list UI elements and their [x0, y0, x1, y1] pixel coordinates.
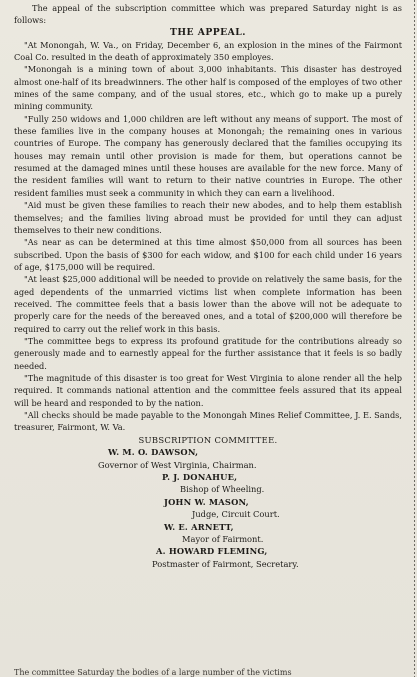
paragraph-additional: "At least $25,000 additional will be needed to provide on relatively the same basis, for the aged dependents of the unmarried victims list when complete information has been received. The committee feels that a basis lower than the above will not be adequate to properly care for the needs of the bereaved ones, and a total of $200,000 will therefore be required to carry out the relief work in this basis.	[14, 274, 402, 334]
article-column	[14, 2, 402, 570]
paragraph-town: "Monongah is a mining town of about 3,000 inhabitants. This disaster has destroyed almost one-half of its breadwinners. The other half is composed of the employes of two other mines of the same company, and of the usual stores, etc., which go to make up a purely mining community.	[14, 64, 402, 112]
signatory-name: W. E. ARNETT,	[164, 521, 234, 532]
paragraph-widows: "Fully 250 widows and 1,000 children are left without any means of support. The most of these families live in the company houses at Monongah; the remaining ones in various countries of Europe. The company has generously declared that the families occupying its houses may remain until other provision is made for them, but operations cannot be resumed at the damaged mines until these houses are available for the new force. Many of the resident families will want to return to their native countries in Europe. The other resident families must seek a community in which they can earn a livelihood.	[14, 113, 402, 198]
paragraph-explosion: "At Monongah, W. Va., on Friday, December 6, an explosion in the mines of the Fairmont Coal Co. resulted in the death of approximately 350 employes.	[14, 39, 402, 63]
signatory-name: JOHN W. MASON,	[164, 496, 249, 507]
signatory-title: Governor of West Virginia, Chairman.	[98, 459, 257, 470]
signatory-title: Postmaster of Fairmont, Secretary.	[152, 558, 299, 569]
signatory-name: A. HOWARD FLEMING,	[156, 546, 268, 557]
signatory-title: Bishop of Wheeling.	[180, 484, 265, 495]
paragraph-checks: "All checks should be made payable to the Monongah Mines Relief Committee, J. E. Sands, treasurer, Fairmont, W. Va.	[14, 410, 402, 433]
paragraph-subscribed: "As near as can be determined at this time almost $50,000 from all sources has been subscribed. Upon the basis of $300 for each widow, and $100 for each child under 16 years of age, $175,000 will be required.	[14, 237, 402, 272]
signatory-name: W. M. O. DAWSON,	[108, 447, 199, 458]
paragraph-gratitude: "The committee begs to express its profound gratitude for the contributions already so generously made and to earnestly appeal for the further assistance that it feels is so badly needed.	[14, 335, 402, 371]
signatory-title: Judge, Circuit Court.	[192, 509, 280, 520]
column-rule	[414, 0, 415, 677]
intro-paragraph: The appeal of the subscription committee which was prepared Saturday night is as follows:	[14, 3, 402, 26]
cutoff-text: The committee Saturday the bodies of a large number of the victims	[14, 668, 292, 677]
paragraph-aid: "Aid must be given these families to reach their new abodes, and to help them establish themselves; and the families living abroad must be provided for until they can adjust themselves to their new conditions.	[14, 200, 402, 235]
appeal-heading: THE APPEAL.	[170, 26, 246, 38]
committee-title: SUBSCRIPTION COMMITTEE.	[138, 434, 278, 445]
paragraph-magnitude: "The magnitude of this disaster is too great for West Virginia to alone render all the help required. It commands national attention and the committee feels assured that its appeal will be heard and responded to by the nation.	[14, 372, 402, 408]
signatory-list	[14, 446, 402, 570]
signatory-name: P. J. DONAHUE,	[162, 471, 238, 482]
signatory-title: Mayor of Fairmont.	[182, 533, 264, 544]
